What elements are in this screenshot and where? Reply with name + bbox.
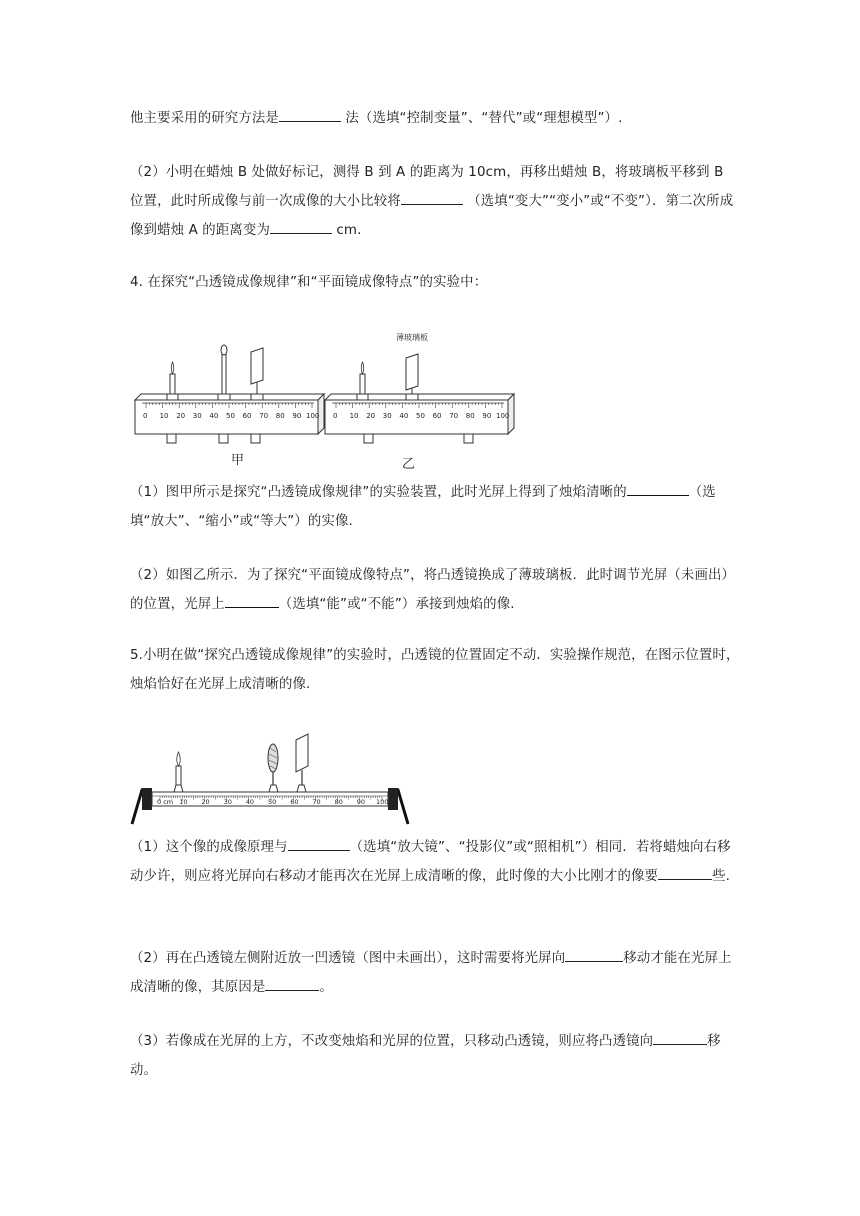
light-screen-icon (296, 734, 308, 792)
optical-bench-diagram-jia-yi (130, 328, 530, 476)
bench-jia (135, 345, 324, 468)
ruler-tick-label: 10 (349, 412, 359, 420)
ruler-tick-label: 50 (268, 798, 277, 806)
clamp-icon (464, 434, 473, 443)
q3-part2-text-a: （2）小明在蜡烛 B 处做好标记，测得 B 到 A 的距离为 10cm，再移出蜡烛 B，将玻璃板平移到 B 位置，此时所成像与前一次成像的大小比较将 (130, 165, 724, 209)
q5-part3-text-a: （3）若像成在光屏的上方，不改变烛焰和光屏的位置，只移动凸透镜，则应将凸透镜向 (130, 1034, 654, 1049)
ruler-tick-label: 50 (416, 412, 425, 420)
q3-method-text: 他主要采用的研究方法是 (130, 111, 279, 126)
q5-part1-text-b: （选填“放大镜”、“投影仪”或“照相机”）相同．若将蜡烛向右移动少许，则应将光屏向右移动才能再次在光屏上成清晰的像，此时像的大小比刚才的像要 (130, 840, 731, 884)
clamp-icon (219, 434, 228, 443)
answer-blank[interactable] (270, 221, 332, 234)
q4-part1-text-b: （选填“放大”、“缩小”或“等大”）的实像. (130, 485, 716, 529)
ruler-tick-label: 90 (292, 412, 302, 420)
clamp-icon (364, 434, 373, 443)
q4-figure (130, 328, 530, 480)
ruler-tick-label: 70 (312, 798, 321, 806)
ruler-tick-label: 100 (376, 798, 389, 806)
q4-part1 (130, 478, 740, 536)
clamp-icon (251, 434, 260, 443)
ruler-tick-label: 70 (449, 412, 459, 420)
glass-plate-label: 薄玻璃板 (396, 333, 428, 342)
ruler-tick-label: 10 (159, 412, 169, 420)
answer-blank[interactable] (279, 109, 341, 122)
ruler-tick-label: 40 (399, 412, 409, 420)
q5-part3-text-b: 移动。 (130, 1034, 721, 1078)
ruler-tick-label: 20 (366, 412, 376, 420)
figure-label-jia: 甲 (231, 453, 245, 468)
ruler-tick-label: 80 (334, 798, 343, 806)
q4-part2 (130, 561, 740, 619)
ruler-tick-label: 50 (226, 412, 235, 420)
ruler-tick-label: 100 (306, 412, 320, 420)
ruler-tick-label: 90 (356, 798, 366, 806)
ruler-tick-label: 40 (245, 798, 255, 806)
q5-part2 (130, 944, 740, 1002)
ruler-tick-label: 0 (143, 412, 148, 420)
q3-part2-text-b: （选填“变大”“变小”或“不变”）．第二次所成像到蜡烛 A 的距离变为 (130, 194, 734, 238)
ruler-tick-label: 80 (275, 412, 285, 420)
answer-blank[interactable] (225, 595, 279, 608)
q5-part1-text-c: 些. (712, 869, 731, 884)
answer-blank[interactable] (658, 867, 712, 880)
ruler-tick-label: 90 (482, 412, 492, 420)
answer-blank[interactable] (627, 483, 689, 496)
candle-icon (174, 752, 183, 792)
q5-part2-text-a: （2）再在凸透镜左侧附近放一凹透镜（图中未画出），这时需要将光屏向 (130, 951, 566, 966)
candle-icon (357, 362, 368, 400)
q5-part1 (130, 833, 740, 891)
q3-part2-text-c: cm. (332, 223, 362, 238)
answer-blank[interactable] (265, 978, 319, 991)
ruler-tick-label: 0 cm (157, 798, 174, 806)
ruler-tick-label: 60 (432, 412, 442, 420)
ruler-tick-label: 0 (333, 412, 338, 420)
q3-method-options: 法（选填“控制变量”、“替代”或“理想模型”）. (340, 111, 623, 126)
clamp-icon (167, 434, 176, 443)
q5-part2-text-b: 移动才能在光屏上成清晰的像，其原因是 (130, 951, 732, 995)
bench-stand-right (388, 788, 398, 810)
q5-part1-text-a: （1）这个像的成像原理与 (130, 840, 288, 855)
ruler-tick-label: 70 (259, 412, 269, 420)
ruler-tick-label: 80 (465, 412, 475, 420)
q4-part2-text-a: （2）如图乙所示．为了探究“平面镜成像特点”，将凸透镜换成了薄玻璃板．此时调节光屏（未画出）的位置，光屏上 (130, 568, 736, 612)
q5-part2-text-c: 。 (319, 980, 333, 995)
ruler-tick-label: 30 (223, 798, 232, 806)
bench-stand-left (142, 788, 152, 810)
q5-title: 5.小明在做“探究凸透镜成像规律”的实验时，凸透镜的位置固定不动．实验操作规范，在图示位置时，烛焰恰好在光屏上成清晰的像. (130, 648, 740, 692)
convex-lens-icon (218, 345, 230, 400)
ruler-tick-label: 60 (242, 412, 252, 420)
glass-plate-icon (406, 354, 418, 400)
q3-method-line (130, 104, 740, 133)
ruler-tick-label: 60 (290, 798, 299, 806)
bench-yi (325, 332, 514, 472)
q5-part3 (130, 1027, 740, 1085)
ruler-tick-label: 30 (382, 412, 392, 420)
ruler-tick-label: 10 (179, 798, 188, 806)
q4-part2-text-b: （选填“能”或“不能”）承接到烛焰的像. (278, 597, 515, 612)
answer-blank[interactable] (653, 1032, 707, 1045)
ruler-tick-label: 20 (201, 798, 210, 806)
q3-part2 (130, 158, 740, 245)
ruler-tick-label: 100 (496, 412, 510, 420)
q4-part1-text-a: （1）图甲所示是探究“凸透镜成像规律”的实验装置，此时光屏上得到了烛焰清晰的 (130, 485, 627, 500)
figure-label-yi: 乙 (402, 457, 416, 472)
light-screen-icon (251, 348, 263, 400)
answer-blank[interactable] (401, 192, 463, 205)
answer-blank[interactable] (565, 949, 623, 962)
ruler-tick-label: 40 (209, 412, 219, 420)
convex-lens-icon (268, 744, 278, 792)
q4-title: 4. 在探究“凸透镜成像规律”和“平面镜成像特点”的实验中： (130, 275, 488, 290)
ruler-tick-label: 20 (176, 412, 186, 420)
answer-blank[interactable] (288, 838, 350, 851)
candle-icon (167, 362, 178, 400)
q5-figure (130, 722, 420, 836)
optical-bench-diagram-q5 (130, 722, 420, 832)
ruler-tick-label: 30 (192, 412, 202, 420)
